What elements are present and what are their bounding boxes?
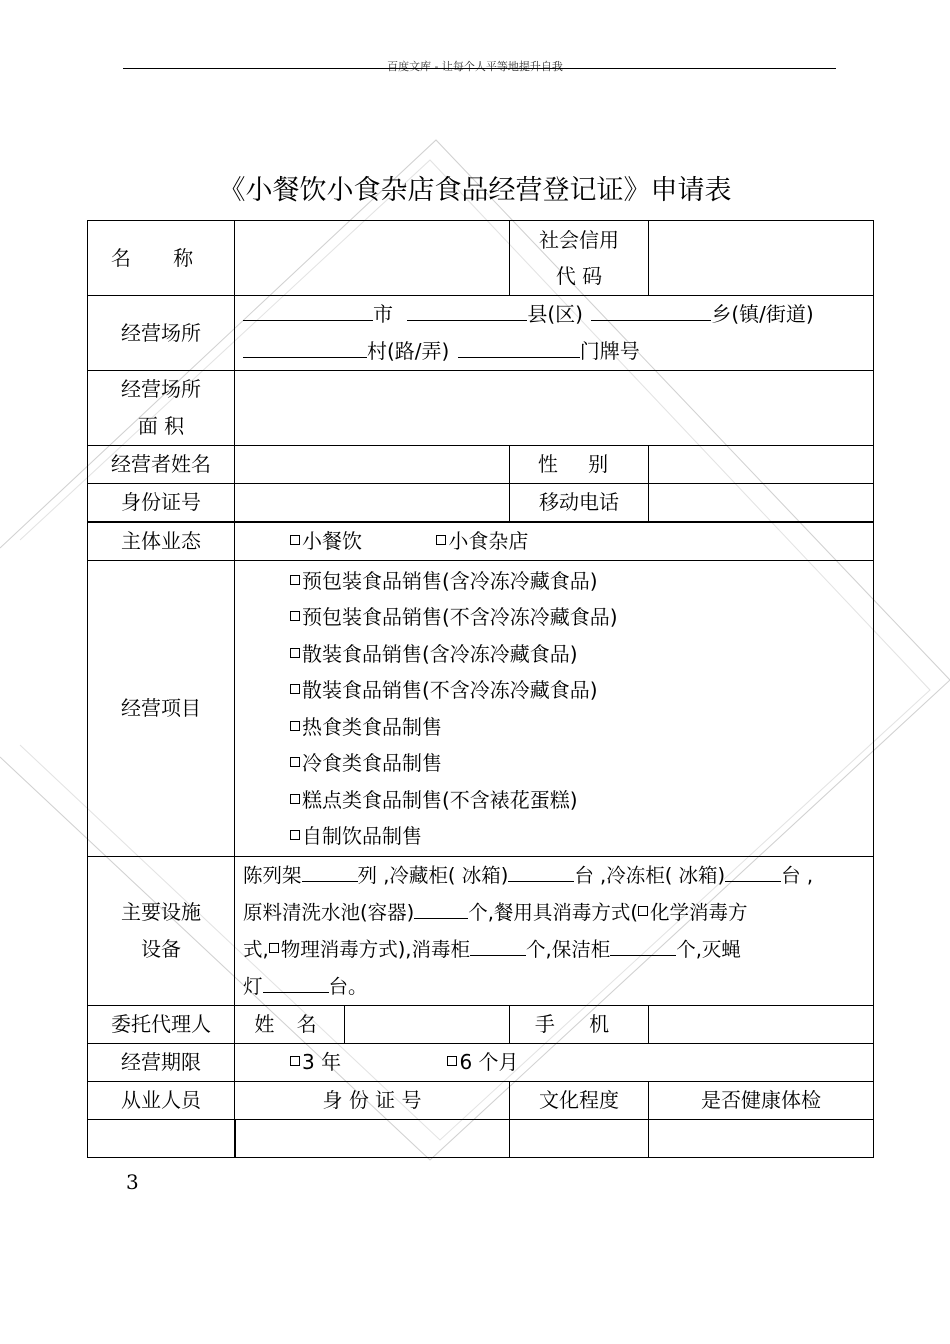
row-operator [88, 446, 874, 484]
sink-count-blank[interactable] [414, 898, 468, 919]
checkbox-icon[interactable] [290, 757, 300, 767]
application-form-table [87, 220, 874, 1158]
facilities-label: 主要设施 设备 [88, 857, 235, 1006]
page-header: 百度文库 - 让每个人平等地提升自我 [387, 60, 563, 73]
address-label: 经营场所 [88, 296, 235, 371]
area-label: 经营场所 面 积 [88, 371, 235, 446]
name-label: 名 称 [88, 221, 235, 296]
item-option[interactable]: 预包装食品销售(含冷冻冷藏食品) [290, 563, 873, 600]
checkbox-icon[interactable] [290, 684, 300, 694]
cleaning-cabinet-blank[interactable] [610, 935, 676, 956]
agent-name-label: 姓 名 [235, 1006, 345, 1044]
credit-code-input[interactable] [649, 221, 874, 296]
agent-phone-input[interactable] [649, 1006, 874, 1044]
checkbox-icon[interactable] [269, 943, 279, 953]
checkbox-icon[interactable] [290, 575, 300, 585]
business-type-label: 主体业态 [88, 522, 235, 561]
credit-code-label: 社会信用 代 码 [510, 221, 649, 296]
item-option[interactable]: 自制饮品制售 [290, 818, 873, 855]
checkbox-icon[interactable] [290, 721, 300, 731]
item-option[interactable]: 糕点类食品制售(不含裱花蛋糕) [290, 782, 873, 819]
term-options [235, 1044, 874, 1082]
town-blank[interactable] [591, 300, 711, 321]
row-agent [88, 1006, 874, 1044]
fridge-count-blank[interactable] [508, 861, 574, 882]
staff-health-column-header: 是否健康体检 [649, 1082, 874, 1120]
agent-phone-label: 手 机 [510, 1006, 649, 1044]
item-option[interactable]: 预包装食品销售(不含冷冻冷藏食品) [290, 599, 873, 636]
checkbox-icon[interactable] [447, 1056, 457, 1066]
address-field[interactable]: 市 县(区) 乡(镇/街道) 村(路/弄) 门牌号 [235, 296, 874, 371]
operator-name-label: 经营者姓名 [88, 446, 235, 484]
checkbox-icon[interactable] [638, 906, 648, 916]
row-business-items [88, 561, 874, 857]
staff-id-column-header: 身 份 证 号 [235, 1082, 510, 1120]
row-term [88, 1044, 874, 1082]
row-name [88, 221, 874, 296]
checkbox-icon[interactable] [290, 648, 300, 658]
checkbox-icon[interactable] [290, 1056, 300, 1066]
item-option[interactable]: 散装食品销售(不含冷冻冷藏食品) [290, 672, 873, 709]
business-items-options [235, 561, 874, 857]
gender-input[interactable] [649, 446, 874, 484]
staff-id-input[interactable] [235, 1120, 510, 1158]
operator-name-input[interactable] [235, 446, 510, 484]
facilities-field: 陈列架 列 ,冷藏柜( 冰箱) 台 ,冷冻柜( 冰箱) 台 , 原料清洗水池(容器) 个,餐用具消毒方式( 化学消毒方 式, 物理消毒方式),消毒柜 个,保洁柜 个,灭蝇 灯 台。 [235, 857, 874, 1006]
checkbox-icon[interactable] [290, 535, 300, 545]
freezer-count-blank[interactable] [725, 861, 781, 882]
option-small-restaurant[interactable]: 小餐饮 [290, 523, 362, 560]
page-number: 3 [126, 1170, 139, 1194]
item-option[interactable]: 散装食品销售(含冷冻冷藏食品) [290, 636, 873, 673]
id-number-input[interactable] [235, 484, 510, 523]
gender-label: 性 别 [510, 446, 649, 484]
row-facilities [88, 857, 874, 1006]
term-label: 经营期限 [88, 1044, 235, 1082]
mobile-label: 移动电话 [510, 484, 649, 523]
county-blank[interactable] [407, 300, 527, 321]
checkbox-icon[interactable] [290, 611, 300, 621]
row-id [88, 484, 874, 523]
agent-label: 委托代理人 [88, 1006, 235, 1044]
shelf-count-blank[interactable] [302, 861, 358, 882]
staff-entry-blank [88, 1120, 235, 1158]
row-business-type [88, 522, 874, 561]
staff-education-input[interactable] [510, 1120, 649, 1158]
item-option[interactable]: 热食类食品制售 [290, 709, 873, 746]
mobile-input[interactable] [649, 484, 874, 523]
city-blank[interactable] [243, 300, 373, 321]
business-items-label: 经营项目 [88, 561, 235, 857]
row-staff-entry [88, 1120, 874, 1158]
staff-health-input[interactable] [649, 1120, 874, 1158]
doorplate-blank[interactable] [458, 337, 580, 358]
village-blank[interactable] [243, 337, 367, 358]
disinfection-cabinet-blank[interactable] [470, 935, 526, 956]
checkbox-icon[interactable] [290, 794, 300, 804]
form-title: 《小餐饮小食杂店食品经营登记证》申请表 [218, 175, 732, 206]
row-area [88, 371, 874, 446]
header-rule [123, 68, 836, 69]
area-input[interactable] [235, 371, 874, 446]
business-type-options [235, 522, 874, 561]
staff-label: 从业人员 [88, 1082, 235, 1120]
item-option[interactable]: 冷食类食品制售 [290, 745, 873, 782]
checkbox-icon[interactable] [436, 535, 446, 545]
agent-name-input[interactable] [345, 1006, 510, 1044]
option-6-months[interactable]: 6 个月 [447, 1044, 518, 1081]
name-input[interactable] [235, 221, 510, 296]
row-address [88, 296, 874, 371]
option-small-grocery[interactable]: 小食杂店 [436, 523, 528, 560]
id-number-label: 身份证号 [88, 484, 235, 523]
fly-lamp-blank[interactable] [263, 972, 329, 993]
row-staff-header [88, 1082, 874, 1120]
staff-education-column-header: 文化程度 [510, 1082, 649, 1120]
option-3-years[interactable]: 3 年 [290, 1044, 341, 1081]
checkbox-icon[interactable] [290, 830, 300, 840]
